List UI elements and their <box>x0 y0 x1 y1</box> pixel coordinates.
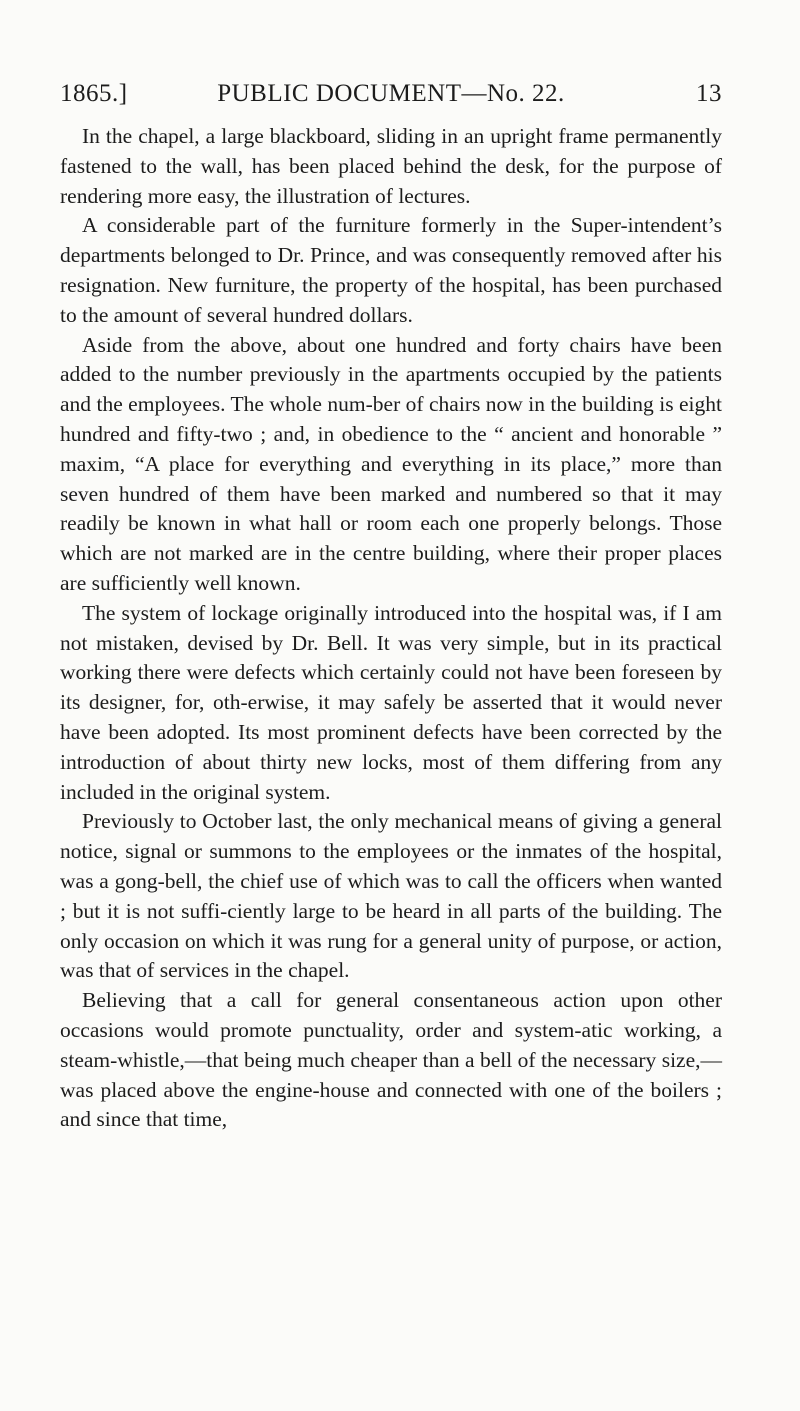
paragraph-steam-whistle: Believing that a call for general consentaneous action upon other occasions would promote punctuality, order and system-atic working, a steam-whistle,—that being much cheaper than a bell of the necessary size,—was placed above the engine-house and connected with one of the boilers ; and since that time, <box>60 988 722 1132</box>
header-title: PUBLIC DOCUMENT—No. 22. <box>217 80 565 107</box>
paragraph-chairs: Aside from the above, about one hundred and forty chairs have been added to the number previously in the apartments occupied by the patients and the employees. The whole num-ber of chairs now in the building is eight hundred and fifty-two ; and, in obedience to the “ ancient and honorable ” maxim, “A place for everything and everything in its place,” more than seven hundred of them have been marked and numbered so that it may readily be known in what hall or room each one properly belongs. Those which are not marked are in the centre building, where their proper places are sufficiently well known. <box>60 332 722 595</box>
paragraph-lockage: The system of lockage originally introduced into the hospital was, if I am not mistaken, devised by Dr. Bell. It was very simple, but in its practical working there were defects which certainly could not have been foreseen by its designer, for, oth-erwise, it may safely be asserted that it would never have been adopted. Its most prominent defects have been corrected by the introduction of about thirty new locks, most of them differing from any included in the original system. <box>60 600 722 804</box>
paragraph-furniture: A considerable part of the furniture formerly in the Super-intendent’s departments belonged to Dr. Prince, and was consequently removed after his resignation. New furniture, the property of the hospital, has been purchased to the amount of several hundred dollars. <box>60 213 722 327</box>
paragraph-chapel-blackboard: In the chapel, a large blackboard, sliding in an upright frame permanently fastened to the wall, has been placed behind the desk, for the purpose of rendering more easy, the illustration of lectures. <box>60 124 722 208</box>
page-number: 13 <box>696 80 722 107</box>
body-text <box>60 122 722 1135</box>
page-header <box>60 80 722 112</box>
header-year: 1865.] <box>60 80 128 107</box>
paragraph-gong-bell: Previously to October last, the only mechanical means of giving a general notice, signal or summons to the employees or the inmates of the hospital, was a gong-bell, the chief use of which was to call the officers when wanted ; but it is not suffi-ciently large to be heard in all parts of the building. The only occasion on which it was rung for a general unity of purpose, or action, was that of services in the chapel. <box>60 809 722 983</box>
